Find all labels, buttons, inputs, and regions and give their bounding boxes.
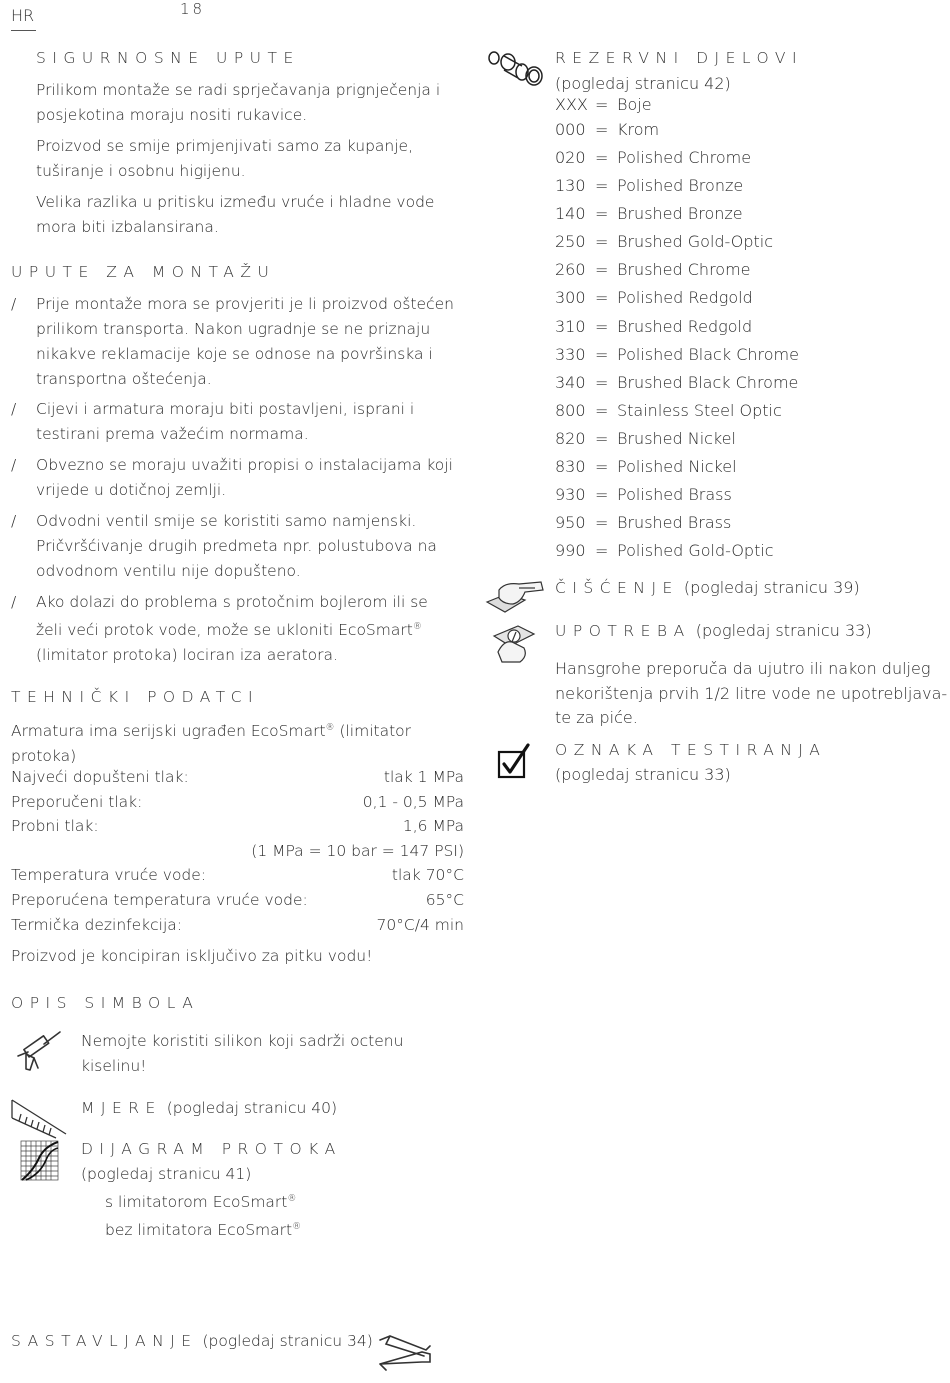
parts-code: 830 [555, 457, 586, 476]
parts-item [555, 345, 799, 364]
cleaning-reference: (pogledaj stranicu 39) [683, 578, 860, 597]
parts-equals: = [595, 513, 609, 532]
install-item-3: / Obvezno se moraju uvažiti propisi o instalacijama koji vrijede u dotičnoj zemlji. [11, 453, 466, 503]
parts-finish-name: Polished Gold-Optic [617, 541, 774, 560]
bullet-slash: / [11, 456, 17, 474]
parts-finish-name: Brushed Chrome [617, 260, 751, 279]
flow-diagram-block [81, 1137, 342, 1243]
parts-equals: = [595, 541, 609, 560]
bullet-slash: / [11, 400, 17, 418]
parts-code: 130 [555, 176, 586, 195]
parts-code: 800 [555, 401, 586, 420]
parts-code: 260 [555, 260, 586, 279]
parts-finish-name: Brushed Gold-Optic [617, 232, 774, 251]
parts-finish-name: Brushed Nickel [617, 429, 736, 448]
parts-finish-name: Polished Black Chrome [617, 345, 799, 364]
parts-equals: = [595, 429, 609, 448]
test-mark-checkbox-icon [498, 744, 530, 780]
parts-code: 990 [555, 541, 586, 560]
parts-item [555, 485, 732, 504]
parts-item [555, 288, 753, 307]
parts-item [555, 373, 798, 392]
parts-item [555, 176, 743, 195]
usage-hand-icon [490, 622, 538, 664]
cleaning-title: ČIŠĆENJE [555, 579, 679, 597]
page-number: 18 [180, 0, 206, 18]
parts-equals: = [595, 148, 609, 167]
language-underline [11, 30, 36, 31]
tech-row-max-pressure: Najveći dopušteni tlak: tlak 1 MPa [11, 768, 464, 786]
usage-title: UPOTREBA [555, 622, 691, 640]
parts-finish-name: Polished Brass [617, 485, 732, 504]
parts-equals: = [595, 204, 609, 223]
measures-line [81, 1096, 337, 1121]
silicone-warning: Nemojte koristiti silikon koji sadrži octenu kiselinu! [81, 1032, 404, 1075]
parts-code: 300 [555, 288, 586, 307]
parts-equals: = [595, 176, 609, 195]
assembly-line [11, 1329, 373, 1354]
install-item-5: / Ako dolazi do problema s protočnim bojlerom ili se želi veći protok vode, može se ukloniti EcoSmart® (limitator protoka) lociran iza aeratora. [11, 590, 466, 668]
tech-row-recommended-pressure: Preporučeni tlak: 0,1 - 0,5 MPa [11, 793, 464, 811]
parts-item [555, 148, 751, 167]
flow-diagram-title: DIJAGRAM PROTOKA [81, 1140, 342, 1158]
parts-finish-name: Polished Nickel [617, 457, 737, 476]
install-item-2: / Cijevi i armatura moraju biti postavljeni, isprani i testirani prema važećim normama. [11, 397, 466, 447]
parts-code: 020 [555, 148, 586, 167]
parts-item [555, 457, 737, 476]
parts-item [555, 513, 731, 532]
parts-equals: = [595, 457, 609, 476]
parts-equals: = [595, 232, 609, 251]
assembly-title: SASTAVLJANJE [11, 1332, 198, 1350]
testmark-reference: (pogledaj stranicu 33) [555, 765, 731, 784]
parts-code: 930 [555, 485, 586, 504]
parts-item [555, 120, 659, 139]
safety-heading: SIGURNOSNE UPUTE [36, 49, 300, 67]
parts-code: 140 [555, 204, 586, 223]
usage-reference: (pogledaj stranicu 33) [695, 621, 872, 640]
parts-code: XXX [555, 95, 588, 114]
parts-code: 250 [555, 232, 586, 251]
measures-title: MJERE [81, 1099, 162, 1117]
parts-finish-name: Brushed Brass [617, 513, 732, 532]
bullet-slash: / [11, 512, 17, 530]
parts-item [555, 260, 751, 279]
flow-with-limiter: s limitatorom EcoSmart® [105, 1193, 297, 1212]
parts-item [555, 541, 774, 560]
usage-text: Hansgrohe preporuča da ujutro ili nakon duljeg nekorištenja prvih 1/2 litre vode ne upotrebljava- te za piće. [555, 659, 948, 727]
parts-code: 340 [555, 373, 586, 392]
install-item-4: / Odvodni ventil smije se koristiti samo namjenski. Pričvršćivanje drugih predmeta npr. polustubova na odvodnom ventilu nije dopušteno. [11, 509, 466, 584]
testmark-heading: OZNAKA TESTIRANJA [555, 741, 827, 759]
tech-row-test-pressure: Probni tlak: 1,6 MPa [11, 817, 464, 835]
language-code: HR [11, 6, 35, 25]
tech-intro: Armatura ima serijski ugrađen EcoSmart® (limitator protoka) [11, 722, 412, 766]
parts-equals: = [595, 373, 609, 392]
parts-item [555, 429, 736, 448]
parts-item [555, 401, 782, 420]
parts-finish-name: Krom [617, 120, 660, 139]
parts-equals: = [595, 485, 609, 504]
parts-equals: = [595, 288, 609, 307]
flow-diagram-icon [20, 1140, 60, 1182]
tech-note: Proizvod je koncipiran isključivo za pitku vodu! [11, 947, 373, 965]
install-heading: UPUTE ZA MONTAŽU [11, 263, 276, 281]
parts-heading: REZERVNI DJELOVI [555, 49, 804, 67]
measures-reference: (pogledaj stranicu 40) [166, 1099, 338, 1117]
parts-finish-name: Polished Bronze [617, 176, 744, 195]
parts-item [555, 232, 773, 251]
wrench-screwdriver-icon [376, 1330, 434, 1372]
parts-equals: = [595, 401, 609, 420]
tech-row-thermal-disinfection: Termička dezinfekcija: 70°C/4 min [11, 916, 464, 934]
bullet-slash: / [11, 593, 17, 611]
parts-code: 310 [555, 317, 586, 336]
assembly-reference: (pogledaj stranicu 34) [202, 1332, 373, 1350]
parts-code: 000 [555, 120, 586, 139]
symbols-heading: OPIS SIMBOLA [11, 994, 200, 1012]
parts-finish-name: Polished Chrome [617, 148, 752, 167]
install-item-1: / Prije montaže mora se provjeriti je li proizvod oštećen prilikom transporta. Nakon ugradnje se ne priznaju nikakve reklamacije koje se odnose na površinska i transportna oštećenja. [11, 292, 466, 392]
parts-finish-name: Polished Redgold [617, 288, 753, 307]
parts-equals: = [595, 120, 609, 139]
parts-code: 820 [555, 429, 586, 448]
tech-row-recommended-hot-water-temp: Preporućena temperatura vruće vode: 65°C [11, 891, 464, 909]
parts-code: 950 [555, 513, 586, 532]
cleaning-line [555, 575, 860, 601]
parts-finish-name: Brushed Bronze [617, 204, 743, 223]
parts-code: 330 [555, 345, 586, 364]
cleaning-hand-icon [485, 578, 547, 618]
parts-equals: = [595, 260, 609, 279]
safety-paragraph-2: Proizvod se smije primjenjivati samo za kupanje, tuširanje i osobnu higijenu. [36, 137, 414, 180]
parts-item [555, 95, 652, 114]
spare-parts-icon [486, 48, 544, 88]
parts-reference: (pogledaj stranicu 42) [555, 74, 731, 93]
silicone-gun-icon [14, 1028, 64, 1074]
parts-finish-name: Brushed Redgold [617, 317, 753, 336]
safety-paragraph-1: Prilikom montaže se radi sprječavanja prignječenja i posjekotina moraju nositi rukavice. [36, 81, 441, 124]
tech-row-hot-water-temp: Temperatura vruće vode: tlak 70°C [11, 866, 464, 884]
bullet-slash: / [11, 295, 17, 313]
safety-paragraph-3: Velika razlika u pritisku između vruće i hladne vode mora biti izbalansirana. [36, 193, 435, 236]
parts-item [555, 204, 743, 223]
usage-line [555, 618, 872, 644]
tech-heading: TEHNIČKI PODATCI [11, 688, 260, 706]
flow-without-limiter: bez limitatora EcoSmart® [105, 1221, 302, 1240]
parts-finish-name: Brushed Black Chrome [617, 373, 799, 392]
parts-equals: = [595, 95, 609, 114]
measurements-ruler-icon [11, 1098, 69, 1142]
parts-equals: = [595, 317, 609, 336]
parts-finish-name: Boje [617, 95, 652, 114]
flow-diagram-reference: (pogledaj stranicu 41) [81, 1165, 252, 1183]
parts-finish-name: Stainless Steel Optic [617, 401, 782, 420]
parts-item [555, 317, 752, 336]
parts-equals: = [595, 345, 609, 364]
